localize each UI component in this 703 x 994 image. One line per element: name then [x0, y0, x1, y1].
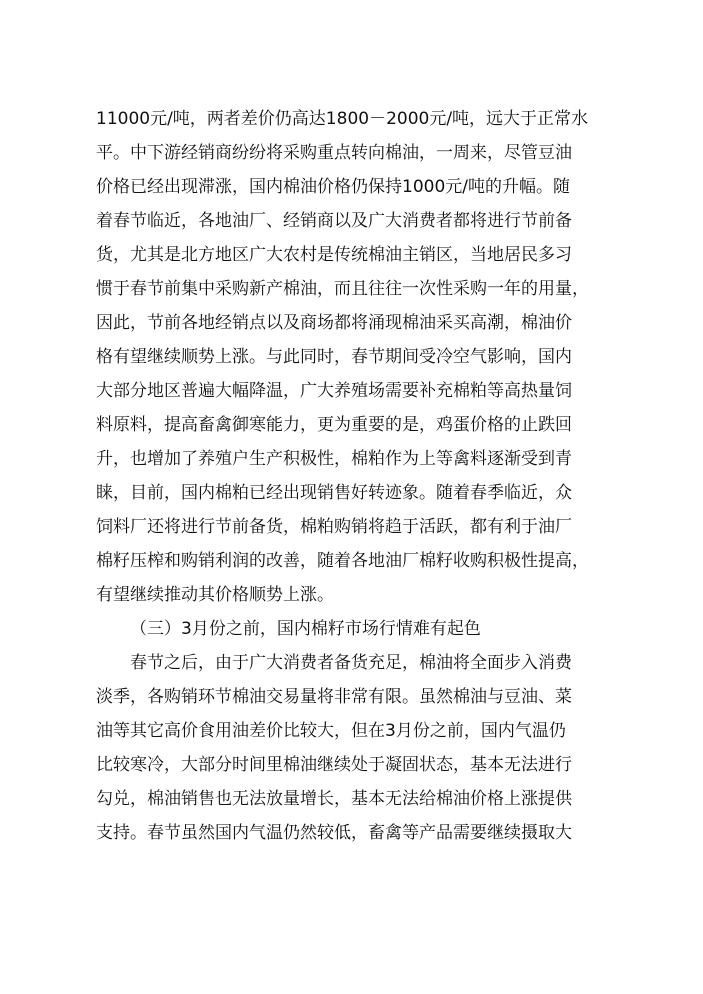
text-line: 货，尤其是北方地区广大农村是传统棉油主销区，当地居民多习: [96, 245, 572, 265]
text-line: 价格已经出现滞涨，国内棉油价格仍保持1000元/吨的升幅。随: [96, 177, 570, 197]
text-line: 因此，节前各地经销点以及商场都将涌现棉油采买高潮，棉油价: [96, 313, 572, 333]
text-line: 勾兑，棉油销售也无法放量增长，基本无法给棉油价格上涨提供: [96, 789, 572, 809]
text-line: 格有望继续顺势上涨。与此同时，春节期间受冷空气影响，国内: [96, 347, 572, 367]
text-line: 11000元/吨，两者差价仍高达1800－2000元/吨，远大于正常水: [96, 109, 589, 129]
text-line: 睐，目前，国内棉粕已经出现销售好转迹象。随着春季临近，众: [96, 483, 572, 503]
section-heading: （三）3月份之前，国内棉籽市场行情难有起色: [130, 619, 481, 639]
text-line: 春节之后，由于广大消费者备货充足，棉油将全面步入消费: [130, 653, 572, 673]
text-line: 比较寒冷，大部分时间里棉油继续处于凝固状态，基本无法进行: [96, 755, 572, 775]
text-line: 棉籽压榨和购销利润的改善，随着各地油厂棉籽收购积极性提高，: [96, 551, 589, 571]
text-line: 有望继续推动其价格顺势上涨。: [96, 585, 334, 605]
text-line: 油等其它高价食用油差价比较大，但在3月份之前，国内气温仍: [96, 721, 566, 741]
text-line: 料原料，提高畜禽御寒能力，更为重要的是，鸡蛋价格的止跌回: [96, 415, 572, 435]
text-line: 大部分地区普遍大幅降温，广大养殖场需要补充棉粕等高热量饲: [96, 381, 572, 401]
text-line: 平。中下游经销商纷纷将采购重点转向棉油，一周来，尽管豆油: [96, 143, 572, 163]
text-line: 淡季，各购销环节棉油交易量将非常有限。虽然棉油与豆油、菜: [96, 687, 572, 707]
text-line: 着春节临近，各地油厂、经销商以及广大消费者都将进行节前备: [96, 211, 572, 231]
text-line: 饲料厂还将进行节前备货，棉粕购销将趋于活跃，都有利于油厂: [96, 517, 572, 537]
text-line: 支持。春节虽然国内气温仍然较低，畜禽等产品需要继续摄取大: [96, 823, 572, 843]
text-line: 升，也增加了养殖户生产积极性，棉粕作为上等禽料逐渐受到青: [96, 449, 572, 469]
text-line: 惯于春节前集中采购新产棉油，而且往往一次性采购一年的用量，: [96, 279, 589, 299]
